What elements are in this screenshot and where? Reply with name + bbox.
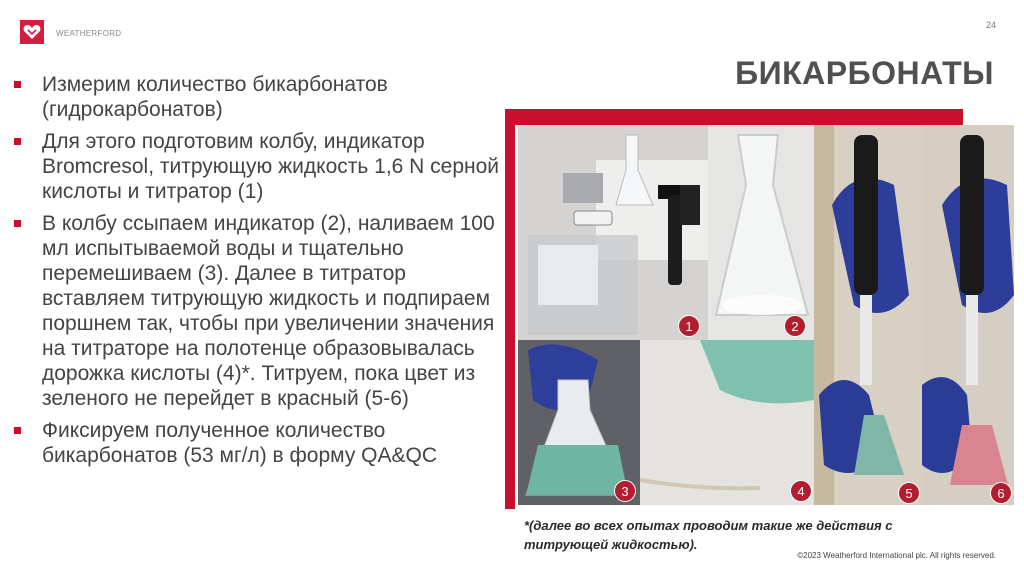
kit-illustration (518, 125, 708, 340)
photo-6-titrator-red (922, 125, 1014, 505)
bullet-item (14, 418, 504, 468)
footnote: *(далее во всех опытах проводим такие же действия с титрующей жидкостью). (524, 518, 893, 552)
photo-number-badge: 1 (678, 315, 700, 337)
logo-text: WEATHERFORD (56, 29, 122, 38)
photo-4-towel (640, 340, 814, 505)
slide-title: БИКАРБОНАТЫ (735, 55, 994, 91)
photo-collage (518, 125, 1014, 505)
bullet-mark (14, 220, 21, 227)
bullet-item (14, 72, 504, 122)
titrator-red-illustration (922, 125, 1014, 505)
bullet-text: Для этого подготовим колбу, индикатор Bromcresol, титрующую жидкость 1,6 N серной кислоты и титратор (1) (42, 130, 500, 203)
photo-accent-bar (505, 109, 963, 125)
bullet-item (14, 129, 504, 204)
page-number: 24 (985, 20, 996, 30)
towel-illustration (640, 340, 814, 505)
bullet-mark (14, 81, 21, 88)
bullet-text: В колбу ссыпаем индикатор (2), наливаем 100 мл испытываемой воды и тщательно перемешиваем (3). Далее в титратор вставляем титрующую жидкость и подпираем поршнем так, чтобы при увеличении значения на титраторе на полотенце образовывалась дорожка кислоты (4)*. Титруем, пока цвет из зеленого не перейдет в красный (5-6) (42, 212, 495, 410)
bullet-mark (14, 427, 21, 434)
photo-number-badge: 2 (784, 315, 806, 337)
photo-number-badge: 3 (614, 480, 636, 502)
photo-5-titrator (814, 125, 922, 505)
photo-2-flask (708, 125, 814, 340)
bullet-text: Измерим количество бикарбонатов (гидрокарбонатов) (42, 73, 388, 121)
heart-logo-icon (23, 24, 41, 40)
bullet-text: Фиксируем полученное количество бикарбонатов (53 мг/л) в форму QA&QC (42, 419, 438, 467)
titrator-illustration (814, 125, 922, 505)
photo-3-green-flask (518, 340, 640, 505)
bullet-item (14, 211, 504, 411)
photo-number-badge: 5 (898, 482, 920, 504)
flask-illustration (708, 125, 814, 340)
photo-number-badge: 4 (790, 480, 812, 502)
weatherford-logo (20, 20, 44, 44)
bullet-mark (14, 138, 21, 145)
photo-accent-side (505, 109, 515, 509)
bullet-list (14, 72, 504, 475)
photo-number-badge: 6 (990, 482, 1012, 504)
photo-1-kit (518, 125, 708, 340)
copyright: ©2023 Weatherford International plc. All rights reserved. (797, 551, 996, 560)
